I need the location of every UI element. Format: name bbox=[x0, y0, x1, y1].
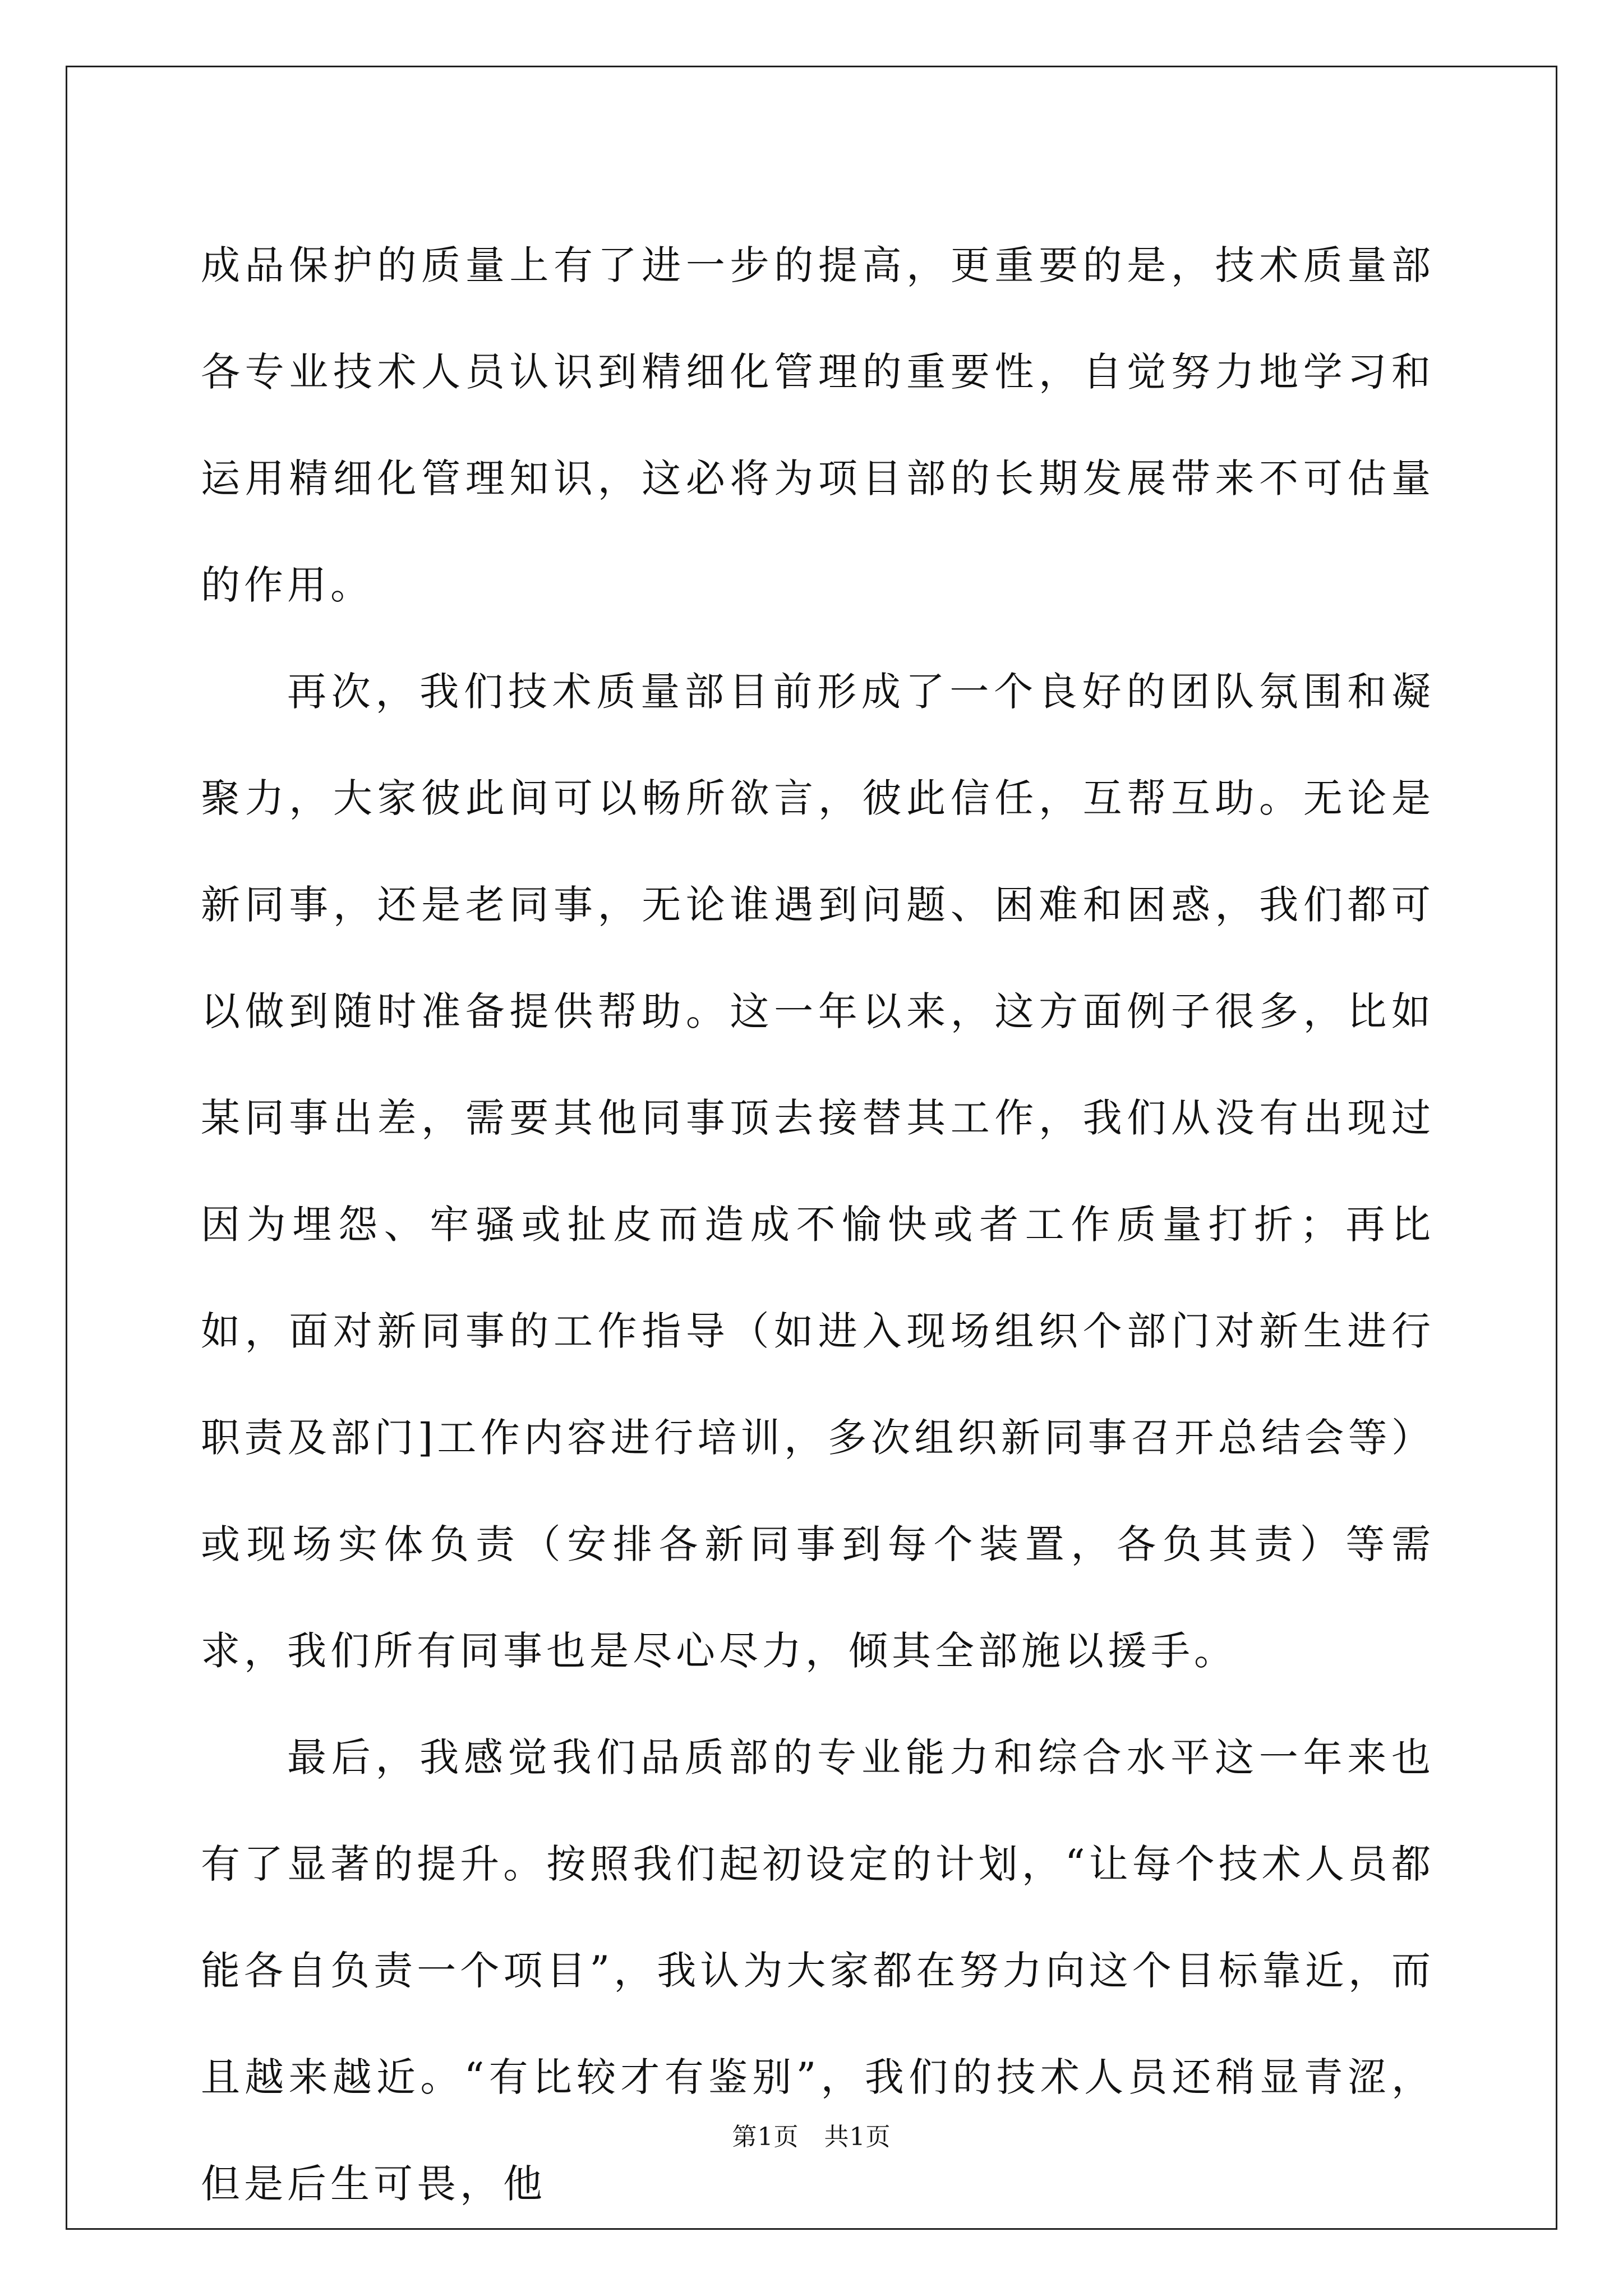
page-footer bbox=[0, 2120, 1623, 2154]
page-number: 第1页 bbox=[732, 2123, 799, 2151]
page-total: 共1页 bbox=[824, 2123, 891, 2151]
paragraph-3: 最后，我感觉我们品质部的专业能力和综合水平这一年来也有了显著的提升。按照我们起初设定的计划，“让每个技术人员都能各自负责一个项目”，我认为大家都在努力向这个目标靠近，而且越来越近。“有比较才有鉴别”，我们的技术人员还稍显青涩，但是后生可畏，他 bbox=[201, 1734, 1435, 2207]
paragraph-2: 再次，我们技术质量部目前形成了一个良好的团队氛围和凝聚力，大家彼此间可以畅所欲言，彼此信任，互帮互助。无论是新同事，还是老同事，无论谁遇到问题、困难和困惑，我们都可以做到随时准备提供帮助。这一年以来，这方面例子很多，比如某同事出差，需要其他同事顶去接替其工作，我们从没有出现过因为埋怨、牢骚或扯皮而造成不愉快或者工作质量打折；再比如，面对新同事的工作指导（如进入现场组织个部门对新生进行职责及部门]工作内容进行培训，多次组织新同事召开总结会等）或现场实体负责（安排各新同事到每个装置，各负其责）等需求，我们所有同事也是尽心尽力，倾其全部施以援手。 bbox=[201, 669, 1435, 1674]
document-body bbox=[201, 212, 1435, 2237]
paragraph-1: 成品保护的质量上有了进一步的提高，更重要的是，技术质量部各专业技术人员认识到精细化管理的重要性，自觉努力地学习和运用精细化管理知识，这必将为项目部的长期发展带来不可估量的作用。 bbox=[201, 242, 1435, 608]
